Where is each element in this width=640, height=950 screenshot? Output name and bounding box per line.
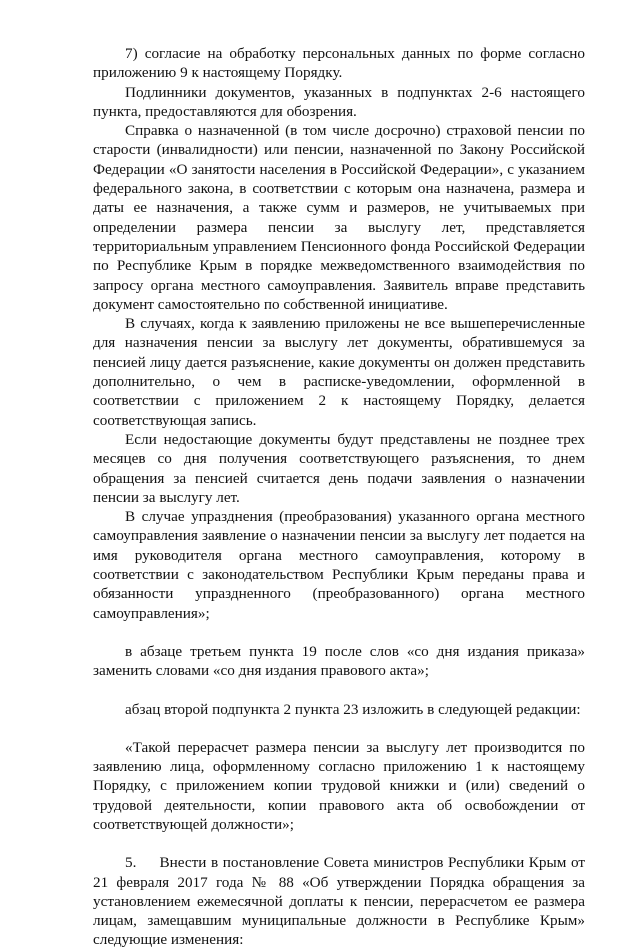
document-body <box>93 44 585 950</box>
paragraph-pension-certificate: Справка о назначенной (в том числе досрочно) страховой пенсии по старости (инвалидности) или пенсии, назначенной по Закону Российской Федерации «О занятости населения в Российской Федерации», с указанием федерального закона, в соответствии с которым она назначена, размера и даты ее назначения, а также сумм и размеров, не учитываемых при определении размера пенсии за выслугу лет, представляется территориальным управлением Пенсионного фонда Российской Федерации по Республике Крым в порядке межведомственного взаимодействия по запросу органа местного самоуправления. Заявитель вправе представить документ самостоятельно по собственной инициативе. <box>93 122 585 313</box>
paragraph-consent-item-7: 7) согласие на обработку персональных данных по форме согласно приложению 9 к настоящему Порядку. <box>93 45 585 82</box>
paragraph-incomplete-documents: В случаях, когда к заявлению приложены не все вышеперечисленные для назначения пенсии за выслугу лет документы, обратившемуся за пенсией лицу дается разъяснение, какие документы он должен представить дополнительно, о чем в расписке-уведомлении, оформленной в соответствии с приложением 2 к настоящему Порядку, делается соответствующая запись. <box>93 315 585 429</box>
paragraph-missing-documents-deadline: Если недостающие документы будут представлены не позднее трех месяцев со дня получения соответствующего разъяснения, то днем обращения за пенсией считается день подачи заявления о назначении пенсии за выслугу лет. <box>93 430 585 506</box>
paragraph-recalculation-quote: «Такой перерасчет размера пенсии за выслугу лет производится по заявлению лица, оформленному согласно приложению 1 к настоящему Порядку, с приложением копии трудовой книжки и (или) сведений о трудовой деятельности, копии правового акта об освобождении от соответствующей должности»; <box>93 738 585 833</box>
paragraph-original-documents: Подлинники документов, указанных в подпунктах 2-6 настоящего пункта, предоставляются для обозрения. <box>93 83 585 120</box>
paragraph-item-5-resolution: 5. Внести в постановление Совета министров Республики Крым от 21 февраля 2017 года № 88 «Об утверждении Порядка обращения за установлением ежемесячной доплаты к пенсии, перерасчетом ее размера лицам, замещавшим муниципальные должности в Республике Крым» следующие изменения: <box>93 854 585 949</box>
paragraph-amend-point-23: абзац второй подпункта 2 пункта 23 изложить в следующей редакции: <box>125 700 581 718</box>
paragraph-body-abolition: В случае упразднения (преобразования) указанного органа местного самоуправления заявление о назначении пенсии за выслугу лет подается на имя руководителя органа местного самоуправления, которому в соответствии с законодательством Республики Крым переданы права и обязанности упраздненного (преобразованного) органа местного самоуправления»; <box>93 508 585 622</box>
paragraph-amend-point-19: в абзаце третьем пункта 19 после слов «со дня издания приказа» заменить словами «со дня издания правового акта»; <box>93 642 585 680</box>
